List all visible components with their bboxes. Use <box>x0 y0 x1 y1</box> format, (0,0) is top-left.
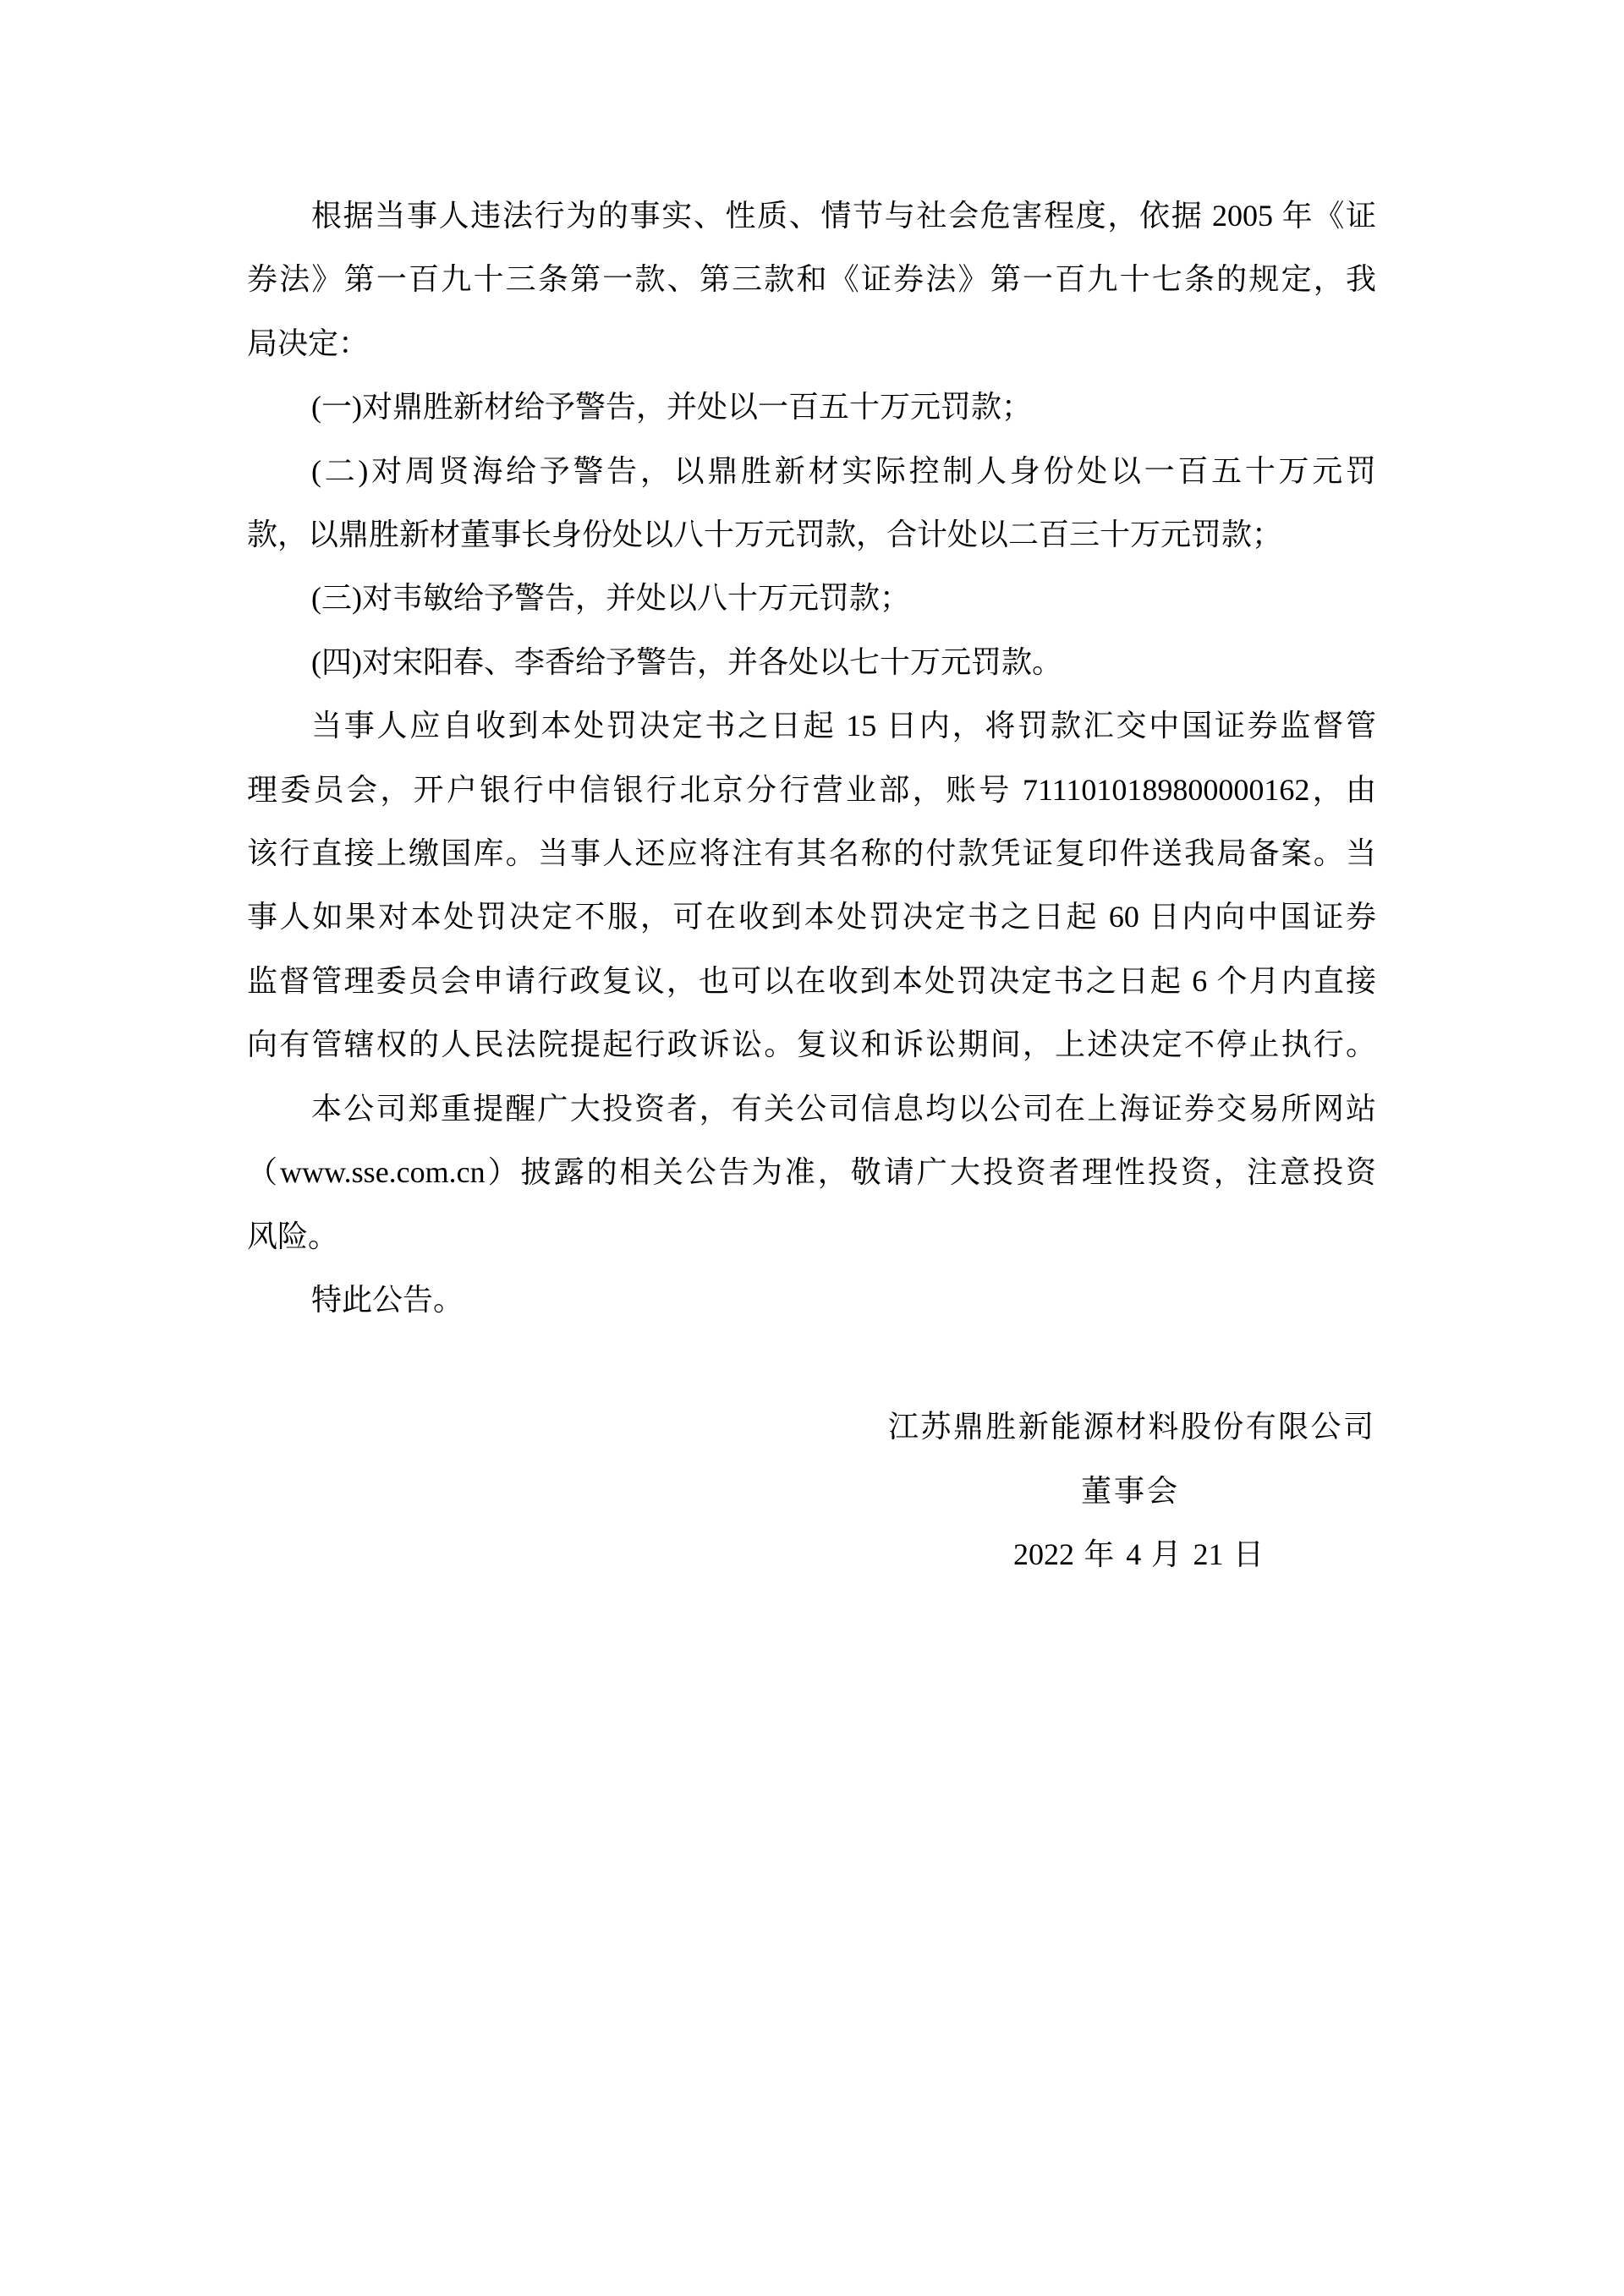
paragraph-payment-line-4: 事人如果对本处罚决定不服，可在收到本处罚决定书之日起 60 日内向中国证券 <box>247 900 1376 934</box>
paragraph-investor-reminder-line-3: 风险。 <box>247 1219 339 1253</box>
paragraph-payment-line-1: 当事人应自收到本处罚决定书之日起 15 日内，将罚款汇交中国证券监督管 <box>311 709 1376 743</box>
closing-announcement: 特此公告。 <box>311 1283 464 1317</box>
paragraph-payment-line-6: 向有管辖权的人民法院提起行政诉讼。复议和诉讼期间，上述决定不停止执行。 <box>247 1027 1376 1061</box>
paragraph-penalty-basis-line-2: 券法》第一百九十三条第一款、第三款和《证券法》第一百九十七条的规定，我 <box>247 262 1376 296</box>
paragraph-payment-line-3: 该行直接上缴国库。当事人还应将注有其名称的付款凭证复印件送我局备案。当 <box>247 836 1376 870</box>
penalty-item-3: (三)对韦敏给予警告，并处以八十万元罚款； <box>311 581 910 615</box>
signature-board: 董事会 <box>1081 1474 1177 1508</box>
penalty-item-2-line-1: (二)对周贤海给予警告，以鼎胜新材实际控制人身份处以一百五十万元罚 <box>311 454 1376 488</box>
paragraph-investor-reminder-line-2: （www.sse.com.cn）披露的相关公告为准，敬请广大投资者理性投资，注意投资 <box>247 1155 1376 1189</box>
paragraph-investor-reminder-line-1: 本公司郑重提醒广大投资者，有关公司信息均以公司在上海证券交易所网站 <box>311 1092 1376 1126</box>
signature-date: 2022 年 4 月 21 日 <box>1013 1537 1264 1571</box>
paragraph-payment-line-5: 监督管理委员会申请行政复议，也可以在收到本处罚决定书之日起 6 个月内直接 <box>247 964 1376 998</box>
penalty-item-2-line-2: 款，以鼎胜新材董事长身份处以八十万元罚款，合计处以二百三十万元罚款； <box>247 518 1283 551</box>
paragraph-penalty-basis-line-1: 根据当事人违法行为的事实、性质、情节与社会危害程度，依据 2005 年《证 <box>311 199 1376 233</box>
paragraph-payment-line-2: 理委员会，开户银行中信银行北京分行营业部，账号 7111010189800000162，由 <box>247 773 1376 807</box>
penalty-item-4: (四)对宋阳春、李香给予警告，并各处以七十万元罚款。 <box>311 645 1062 679</box>
penalty-item-1: (一)对鼎胜新材给予警告，并处以一百五十万元罚款； <box>311 390 1032 424</box>
paragraph-penalty-basis-line-3: 局决定： <box>247 326 370 360</box>
signature-company-name: 江苏鼎胜新能源材料股份有限公司 <box>888 1410 1374 1444</box>
